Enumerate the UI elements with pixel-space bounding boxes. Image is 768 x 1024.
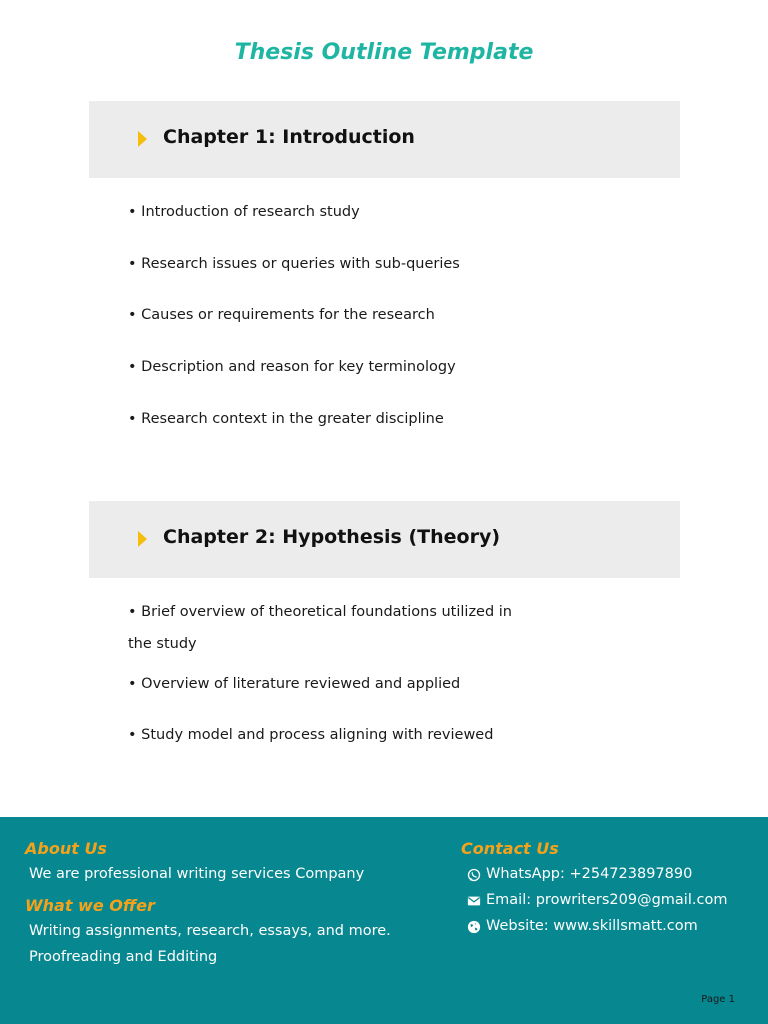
email-contact: Email: prowriters209@gmail.com: [486, 892, 728, 908]
list-item: • Introduction of research study: [128, 204, 360, 220]
caret-right-icon: [138, 131, 147, 147]
website-contact: Website: www.skillsmatt.com: [486, 918, 698, 934]
whatsapp-contact: WhatsApp: +254723897890: [486, 866, 693, 882]
offer-heading: What we Offer: [25, 896, 155, 915]
chapter-2-header: [89, 501, 680, 578]
page-number: Page 1: [701, 994, 735, 1005]
contact-heading: Contact Us: [461, 839, 559, 858]
list-item: • Study model and process aligning with reviewed: [128, 727, 494, 743]
globe-icon: [467, 920, 481, 934]
list-item: • Description and reason for key terminology: [128, 359, 456, 375]
offer-line: Writing assignments, research, essays, and more.: [29, 923, 391, 939]
footer: [0, 817, 768, 1024]
chapter-1-title: Chapter 1: Introduction: [163, 126, 415, 148]
list-item: • Research context in the greater discipline: [128, 411, 444, 427]
list-item: • Causes or requirements for the research: [128, 307, 435, 323]
chapter-2-title: Chapter 2: Hypothesis (Theory): [163, 526, 501, 548]
envelope-icon: [467, 894, 481, 908]
caret-right-icon: [138, 531, 147, 547]
whatsapp-icon: [467, 868, 481, 882]
offer-line: Proofreading and Edditing: [29, 949, 218, 965]
list-item: • Research issues or queries with sub-queries: [128, 256, 460, 272]
about-heading: About Us: [25, 839, 107, 858]
page-title: Thesis Outline Template: [234, 40, 534, 65]
chapter-1-header: [89, 101, 680, 178]
about-text: We are professional writing services Company: [29, 866, 365, 882]
list-item: • Brief overview of theoretical foundations utilized in the study: [128, 604, 513, 652]
list-item: • Overview of literature reviewed and applied: [128, 676, 461, 692]
